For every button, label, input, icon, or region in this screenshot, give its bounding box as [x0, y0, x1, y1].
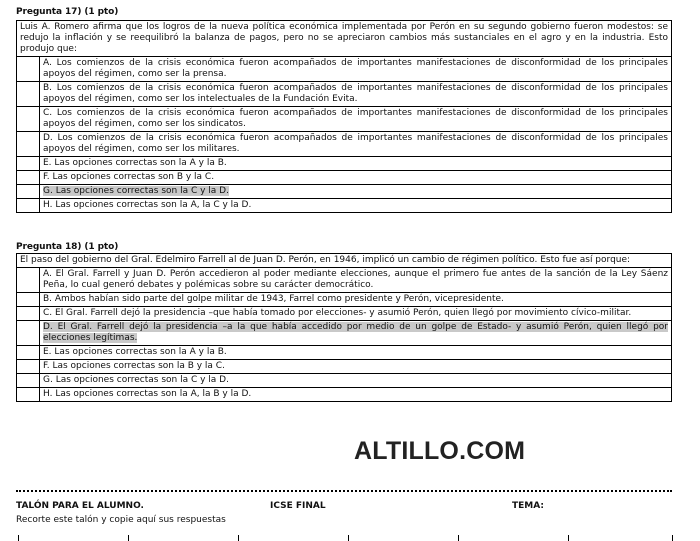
answer-grid-top: [0, 535, 700, 541]
option-row[interactable]: [17, 199, 672, 213]
answer-box[interactable]: [17, 157, 40, 171]
answer-box[interactable]: [17, 374, 40, 388]
option-18-f: F. Las opciones correctas son la B y la C.: [40, 360, 672, 374]
option-18-a: A. El Gral. Farrell y Juan D. Perón accedieron al poder mediante elecciones, aunque el primero fue antes de la sanción de la Ley Sáenz Peña, lo cual generó debates y polémicas sobre su carácter democrático.: [40, 268, 672, 293]
highlighted-option: D. El Gral. Farrell dejó la presidencia –a la que había accedido por medio de un golpe de Estado- y asumió Perón, quien llegó por elecciones legítimas.: [43, 322, 668, 343]
option-row[interactable]: [17, 360, 672, 374]
option-18-e: E. Las opciones correctas son la A y la B.: [40, 346, 672, 360]
talon-alumno-label: TALÓN PARA EL ALUMNO.: [16, 501, 144, 511]
option-row[interactable]: [17, 388, 672, 402]
answer-box[interactable]: [17, 360, 40, 374]
option-17-e: E. Las opciones correctas son la A y la B.: [40, 157, 672, 171]
option-18-d: [40, 321, 672, 346]
cut-line: [16, 490, 672, 492]
talon-instruction: Recorte este talón y copie aquí sus respuestas: [16, 515, 226, 525]
question-18-title: Pregunta 18) (1 pto): [16, 242, 119, 252]
question-18-stem: El paso del gobierno del Gral. Edelmiro Farrell al de Juan D. Perón, en 1946, implicó un cambio de régimen político. Esto fue así porque:: [17, 254, 672, 268]
answer-box[interactable]: [17, 199, 40, 213]
question-18-table: [16, 253, 672, 402]
question-17-title: Pregunta 17) (1 pto): [16, 7, 119, 17]
option-row[interactable]: [17, 82, 672, 107]
answer-box[interactable]: [17, 321, 40, 346]
talon-course-label: ICSE FINAL: [270, 501, 326, 511]
answer-box[interactable]: [17, 346, 40, 360]
option-18-b: B. Ambos habían sido parte del golpe militar de 1943, Farrel como presidente y Perón, vicepresidente.: [40, 293, 672, 307]
answer-box[interactable]: [17, 107, 40, 132]
option-row[interactable]: [17, 268, 672, 293]
option-row[interactable]: [17, 57, 672, 82]
option-row[interactable]: [17, 346, 672, 360]
option-row[interactable]: [17, 185, 672, 199]
option-row[interactable]: [17, 374, 672, 388]
option-18-g: G. Las opciones correctas son la C y la D.: [40, 374, 672, 388]
option-17-b: B. Los comienzos de la crisis económica fueron acompañados de importantes manifestaciones de disconformidad de los principales apoyos del régimen, como ser los intelectuales de la Fundación Evita.: [40, 82, 672, 107]
option-row[interactable]: [17, 157, 672, 171]
talon-tema-label: TEMA:: [512, 501, 544, 511]
answer-box[interactable]: [17, 185, 40, 199]
answer-box[interactable]: [17, 57, 40, 82]
watermark-logo: ALTILLO.COM: [354, 437, 526, 465]
option-17-f: F. Las opciones correctas son B y la C.: [40, 171, 672, 185]
option-row[interactable]: [17, 321, 672, 346]
answer-box[interactable]: [17, 82, 40, 107]
answer-box[interactable]: [17, 132, 40, 157]
option-17-c: C. Los comienzos de la crisis económica fueron acompañados de importantes manifestaciones de disconformidad de los principales apoyos del régimen, como ser los sindicatos.: [40, 107, 672, 132]
option-row[interactable]: [17, 107, 672, 132]
highlighted-option: G. Las opciones correctas son la C y la D.: [43, 186, 229, 196]
answer-box[interactable]: [17, 293, 40, 307]
answer-box[interactable]: [17, 388, 40, 402]
option-row[interactable]: [17, 171, 672, 185]
answer-box[interactable]: [17, 268, 40, 293]
option-18-h: H. Las opciones correctas son la A, la B y la D.: [40, 388, 672, 402]
option-17-a: A. Los comienzos de la crisis económica fueron acompañados de importantes manifestaciones de disconformidad de los principales apoyos del régimen, como ser la prensa.: [40, 57, 672, 82]
question-17-table: [16, 20, 672, 213]
question-17-stem: Luis A. Romero afirma que los logros de la nueva política económica implementada por Perón en su segundo gobierno fueron modestos: se redujo la inflación y se reequilibró la balanza de pagos, pero no se apreciaron cambios más sustanciales en el agro y en la industria. Esto produjo que:: [17, 21, 672, 57]
answer-box[interactable]: [17, 171, 40, 185]
option-17-g: [40, 185, 672, 199]
option-row[interactable]: [17, 293, 672, 307]
option-17-d: D. Los comienzos de la crisis económica fueron acompañados de importantes manifestaciones de disconformidad de los principales apoyos del régimen, como ser los militares.: [40, 132, 672, 157]
option-18-c: C. El Gral. Farrell dejó la presidencia –que había tomado por elecciones- y asumió Perón, quien llegó por movimiento cívico-militar.: [40, 307, 672, 321]
option-17-h: H. Las opciones correctas son la A, la C y la D.: [40, 199, 672, 213]
option-row[interactable]: [17, 132, 672, 157]
option-row[interactable]: [17, 307, 672, 321]
answer-box[interactable]: [17, 307, 40, 321]
